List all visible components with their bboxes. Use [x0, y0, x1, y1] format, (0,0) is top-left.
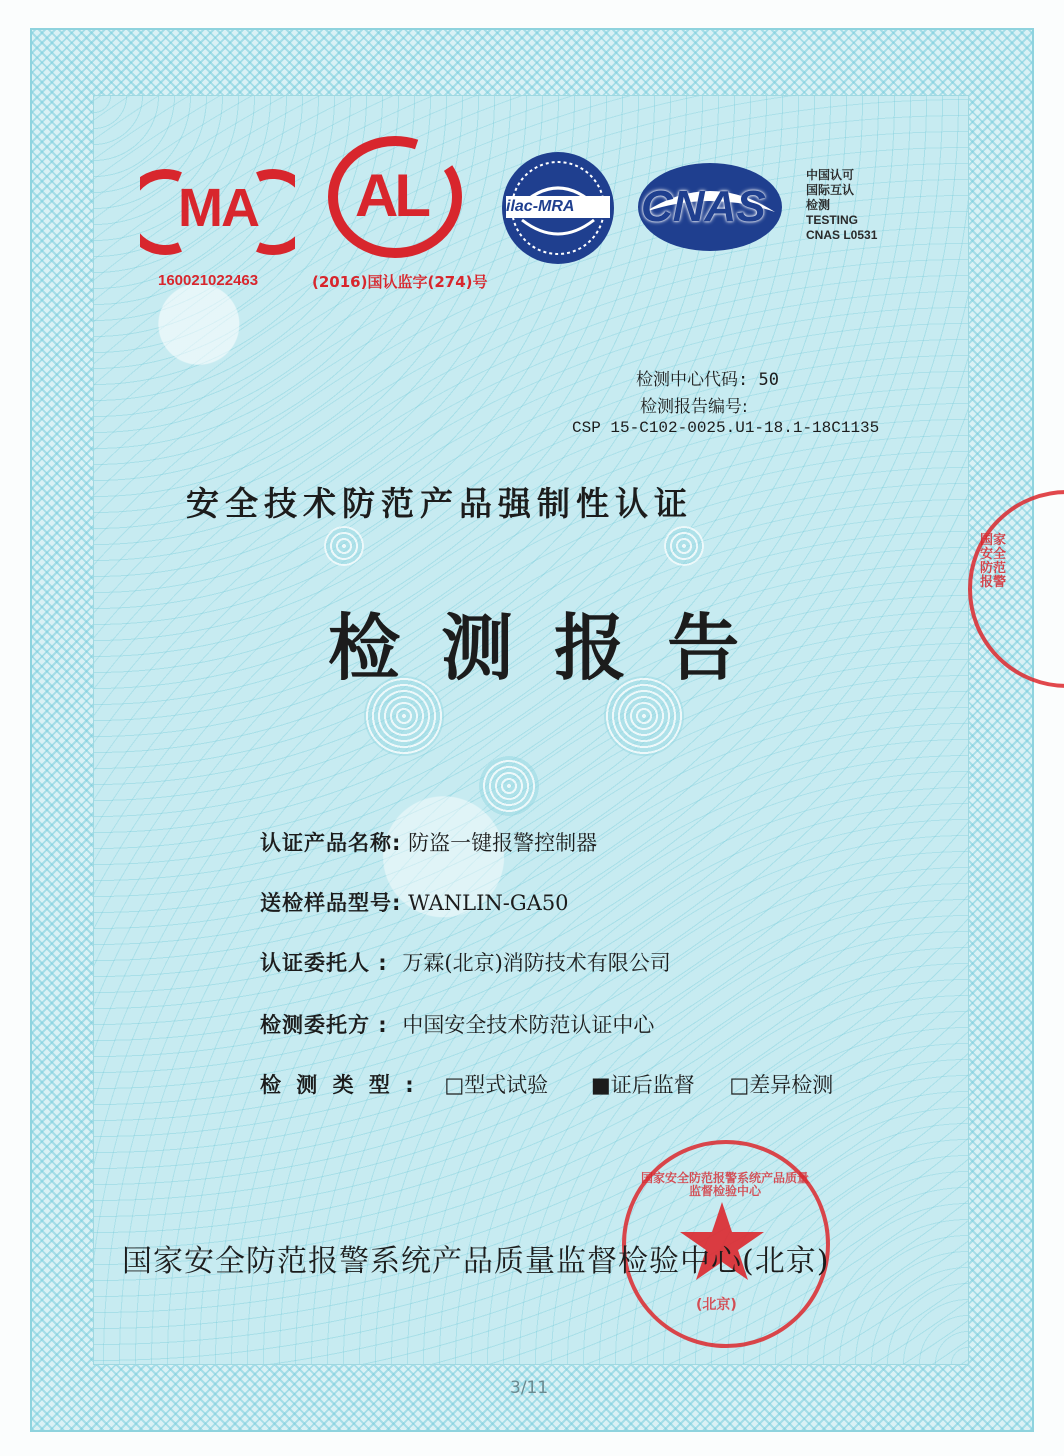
client-row: [260, 947, 671, 977]
ilac-text: ilac-MRA: [506, 198, 575, 215]
cnas-logo: [635, 160, 785, 255]
test-type-row: [260, 1069, 833, 1099]
client-value: 万霖(北京)消防技术有限公司: [402, 951, 671, 975]
cnas-text: CNAS: [641, 182, 766, 231]
page-title: 检 测 报 告: [328, 605, 748, 690]
decorative-rosette: [479, 756, 539, 816]
cnas-line: 检测: [806, 198, 831, 212]
report-number-label: 检测报告编号:: [640, 397, 748, 417]
product-value: 防盗一键报警控制器: [408, 831, 598, 855]
test-type-option: ■证后监督: [590, 1073, 695, 1097]
cnas-line: CNAS L0531: [806, 228, 878, 242]
test-type-label: 检 测 类 型 :: [260, 1073, 418, 1097]
seal-arc-text: 国家安全防范报警系统产品质量监督检验中心: [640, 1171, 809, 1198]
cnas-line: 中国认可: [806, 168, 855, 182]
ilac-mra-logo: [498, 148, 618, 268]
decorative-rosette: [324, 526, 364, 566]
report-number: CSP 15-C102-0025.U1-18.1-18C1135: [572, 419, 880, 437]
test-type-option: □差异检测: [729, 1073, 834, 1097]
decorative-rosette: [664, 526, 704, 566]
test-client-value: 中国安全技术防范认证中心: [402, 1013, 655, 1037]
issuer-name: 国家安全防范报警系统产品质量监督检验中心(北京): [122, 1244, 830, 1279]
cma-number: 160021022463: [158, 272, 259, 289]
model-label: 送检样品型号:: [260, 891, 402, 915]
cal-text: AL: [355, 162, 427, 229]
cma-text: MA: [178, 178, 258, 238]
test-client-label: 检测委托方 :: [260, 1013, 388, 1037]
cnas-caption: [806, 168, 877, 243]
center-code: 检测中心代码: 50: [636, 370, 779, 390]
model-row: [260, 887, 569, 917]
cma-logo: [140, 165, 295, 260]
cal-logo: [325, 135, 465, 260]
model-value: WANLIN-GA50: [408, 891, 569, 915]
cnas-line: TESTING: [806, 213, 859, 227]
cnas-line: 国际互认: [806, 183, 855, 197]
subtitle: 安全技术防范产品强制性认证: [186, 484, 693, 523]
product-label: 认证产品名称:: [260, 831, 402, 855]
product-row: [260, 827, 597, 857]
client-label: 认证委托人 :: [260, 951, 388, 975]
test-type-option: □型式试验: [444, 1073, 549, 1097]
seal-bottom-text: (北京): [696, 1297, 737, 1313]
cal-code: (2016)国认监字(274)号: [312, 273, 488, 291]
page-number: 3/11: [510, 1378, 549, 1398]
side-seal-text: 国家安全防范报警: [980, 533, 1007, 590]
test-client-row: [260, 1009, 654, 1039]
